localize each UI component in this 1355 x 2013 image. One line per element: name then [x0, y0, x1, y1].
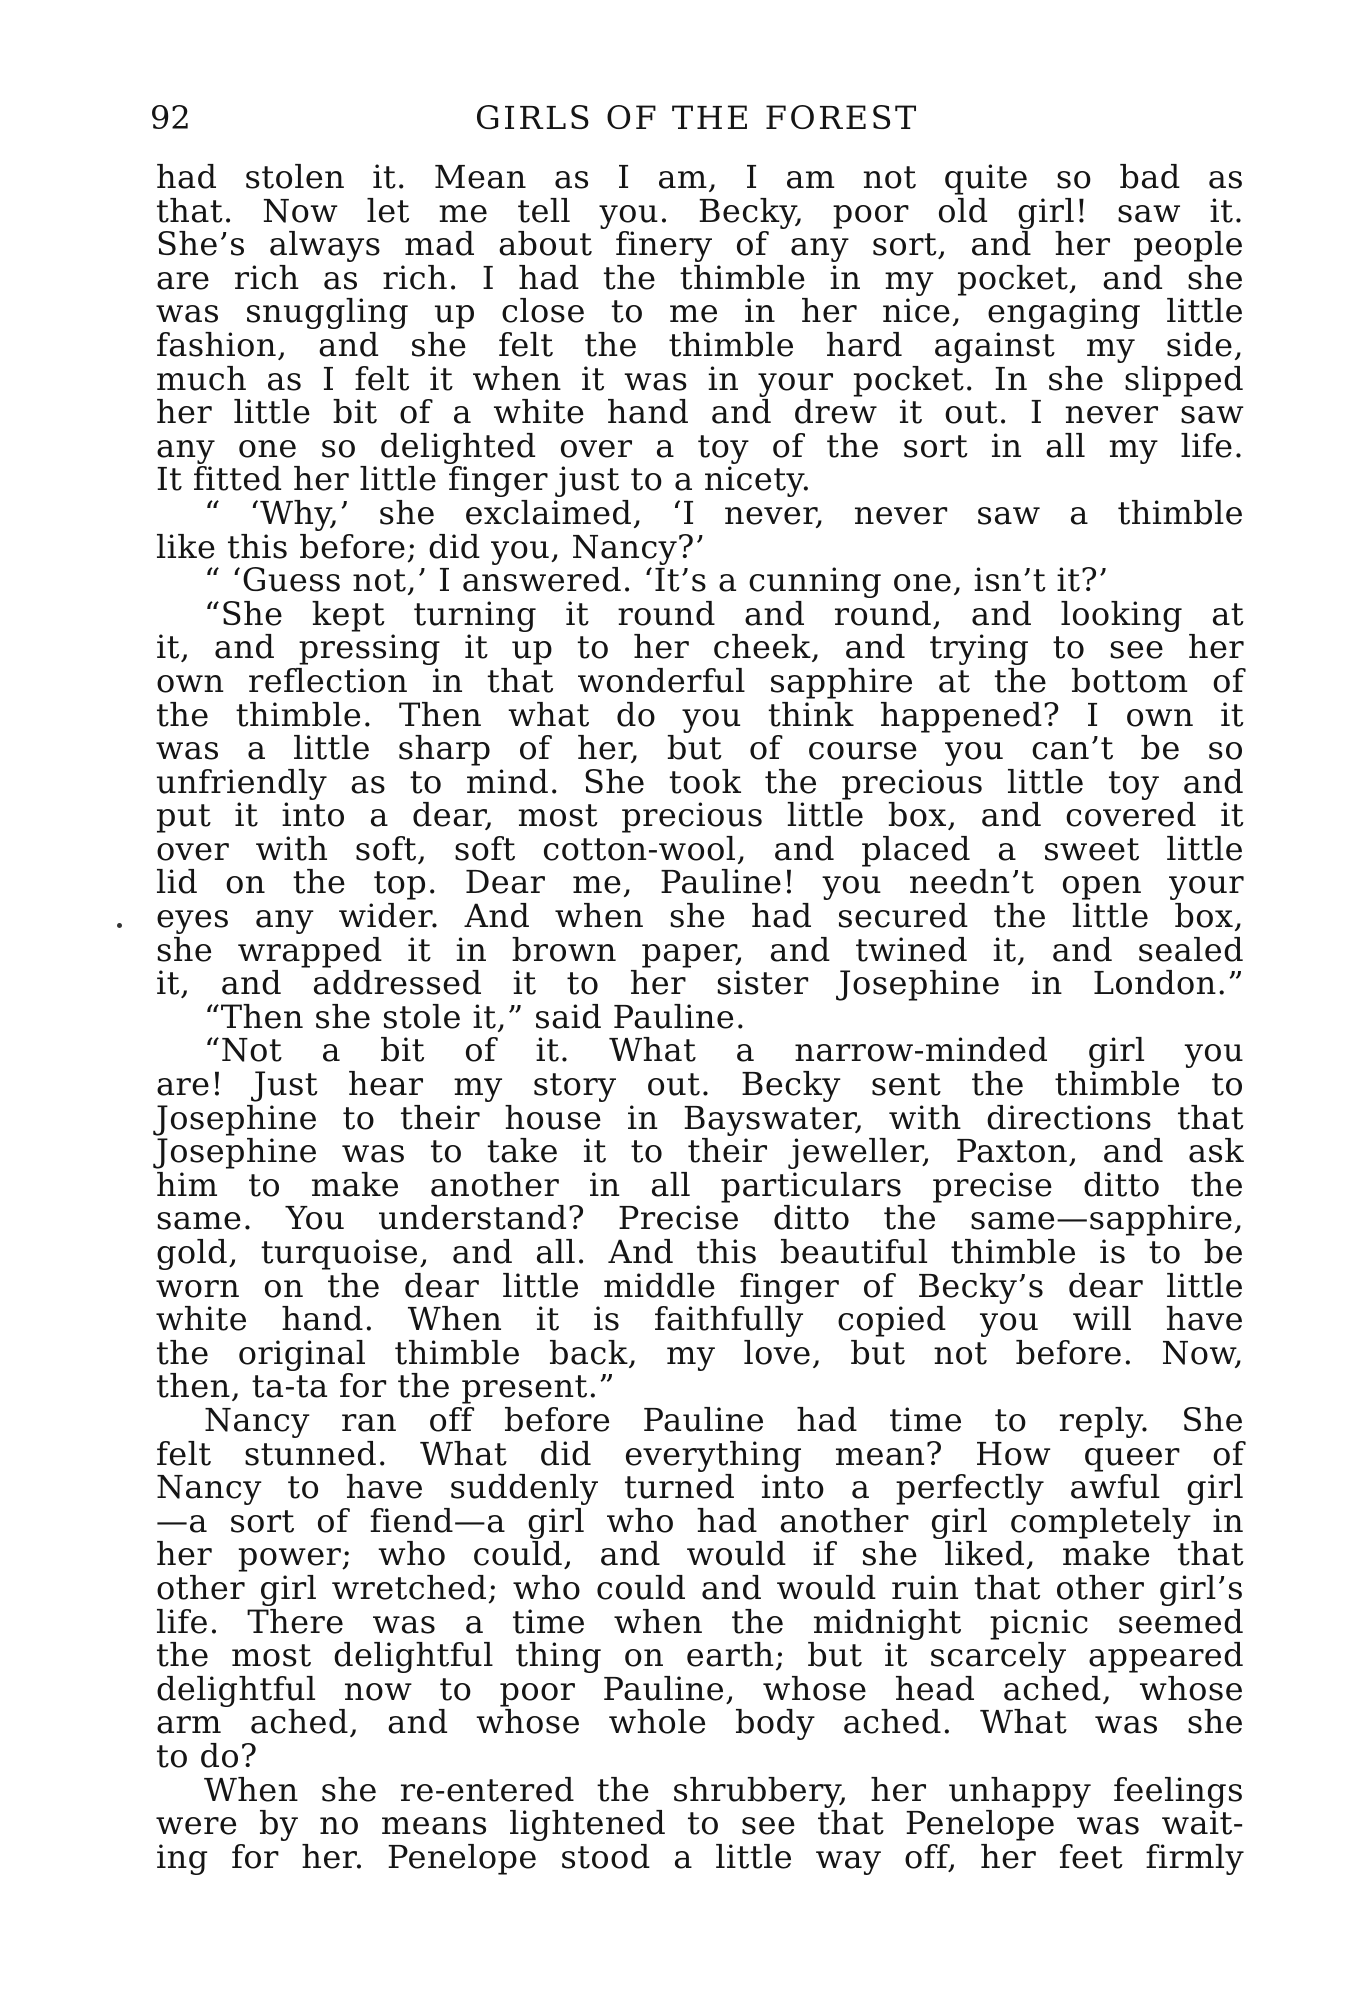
- text-line: it, and pressing it up to her cheek, and trying to see her: [156, 628, 1244, 667]
- text-line: “ ‘Guess not,’ I answered. ‘It’s a cunning one, isn’t it?’: [204, 561, 1109, 600]
- body-text: [156, 158, 1244, 1876]
- text-line: had stolen it. Mean as I am, I am not quite so bad as: [156, 158, 1244, 196]
- text-line: Josephine was to take it to their jeweller, Paxton, and ask: [156, 1132, 1244, 1171]
- text-line: fashion, and she felt the thimble hard against my side,: [156, 325, 1244, 364]
- text-line: that. Now let me tell you. Becky, poor old girl! saw it.: [156, 191, 1244, 230]
- text-line: arm ached, and whose whole body ached. What was she: [156, 1703, 1244, 1742]
- running-head: [150, 96, 1244, 140]
- text-line: was snuggling up close to me in her nice, engaging little: [156, 292, 1244, 331]
- text-line: gold, turquoise, and all. And this beautiful thimble is to be: [156, 1233, 1244, 1271]
- page-number: 92: [150, 99, 191, 137]
- text-line: same. You understand? Precise ditto the same—sapphire,: [156, 1199, 1244, 1238]
- text-line: the thimble. Then what do you think happened? I own it: [156, 695, 1244, 734]
- text-line: lid on the top. Dear me, Pauline! you needn’t open your: [156, 863, 1244, 902]
- text-line: eyes any wider. And when she had secured the little box,: [156, 897, 1244, 936]
- text-line: worn on the dear little middle finger of Becky’s dear little: [156, 1266, 1244, 1305]
- text-line: It fitted her little finger just to a nicety.: [156, 460, 812, 499]
- text-line: own reflection in that wonderful sapphire at the bottom of: [156, 661, 1244, 700]
- text-line: her power; who could, and would if she liked, make that: [156, 1535, 1244, 1574]
- text-line: “ ‘Why,’ she exclaimed, ‘I never, never saw a thimble: [204, 493, 1244, 532]
- text-line: When she re-entered the shrubbery, her unhappy feelings: [204, 1770, 1244, 1809]
- text-line: Josephine to their house in Bayswater, with directions that: [156, 1098, 1244, 1137]
- text-line: it, and addressed it to her sister Josephine in London.”: [156, 964, 1244, 1003]
- text-line: put it into a dear, most precious little box, and covered it: [156, 796, 1244, 835]
- text-line: Nancy to have suddenly turned into a perfectly awful girl: [156, 1468, 1244, 1507]
- text-line: over with soft, soft cotton-wool, and placed a sweet little: [156, 829, 1244, 868]
- text-line: —a sort of fiend—a girl who had another girl completely in: [156, 1501, 1244, 1540]
- text-line: white hand. When it is faithfully copied you will have: [156, 1300, 1244, 1339]
- text-line: any one so delighted over a toy of the sort in all my life.: [156, 426, 1244, 465]
- text-line: life. There was a time when the midnight picnic seemed: [156, 1602, 1244, 1641]
- text-line: were by no means lightened to see that Penelope was wait-: [156, 1804, 1244, 1843]
- text-line: Nancy ran off before Pauline had time to reply. She: [204, 1400, 1244, 1439]
- text-line: other girl wretched; who could and would ruin that other girl’s: [156, 1568, 1244, 1607]
- text-line: like this before; did you, Nancy?’: [156, 527, 706, 566]
- text-line: then, ta-ta for the present.”: [156, 1367, 616, 1406]
- text-line: are rich as rich. I had the thimble in my pocket, and she: [156, 258, 1244, 297]
- text-line: was a little sharp of her, but of course you can’t be so: [156, 729, 1244, 768]
- text-line: him to make another in all particulars precise ditto the: [156, 1165, 1244, 1204]
- text-line: she wrapped it in brown paper, and twined it, and sealed: [156, 930, 1244, 969]
- text-line: felt stunned. What did everything mean? How queer of: [156, 1434, 1244, 1473]
- text-line: the most delightful thing on earth; but it scarcely appeared: [156, 1636, 1244, 1675]
- text-line: her little bit of a white hand and drew it out. I never saw: [156, 393, 1244, 432]
- text-line: “Not a bit of it. What a narrow-minded girl you: [204, 1031, 1244, 1070]
- text-line: “Then she stole it,” said Pauline.: [204, 997, 746, 1036]
- margin-dot: [117, 923, 122, 928]
- text-line: much as I felt it when it was in your pocket. In she slipped: [156, 359, 1244, 398]
- text-line: “She kept turning it round and round, and looking at: [204, 594, 1244, 633]
- text-line: She’s always mad about finery of any sort, and her people: [156, 225, 1244, 264]
- text-line: delightful now to poor Pauline, whose head ached, whose: [156, 1669, 1244, 1708]
- text-line: are! Just hear my story out. Becky sent the thimble to: [156, 1065, 1244, 1104]
- text-line: unfriendly as to mind. She took the precious little toy and: [156, 762, 1244, 801]
- text-line: to do?: [156, 1736, 258, 1775]
- text-line: the original thimble back, my love, but not before. Now,: [156, 1333, 1244, 1372]
- text-line: ing for her. Penelope stood a little way off, her feet firmly: [156, 1837, 1244, 1876]
- running-title: GIRLS OF THE FOREST: [475, 99, 919, 137]
